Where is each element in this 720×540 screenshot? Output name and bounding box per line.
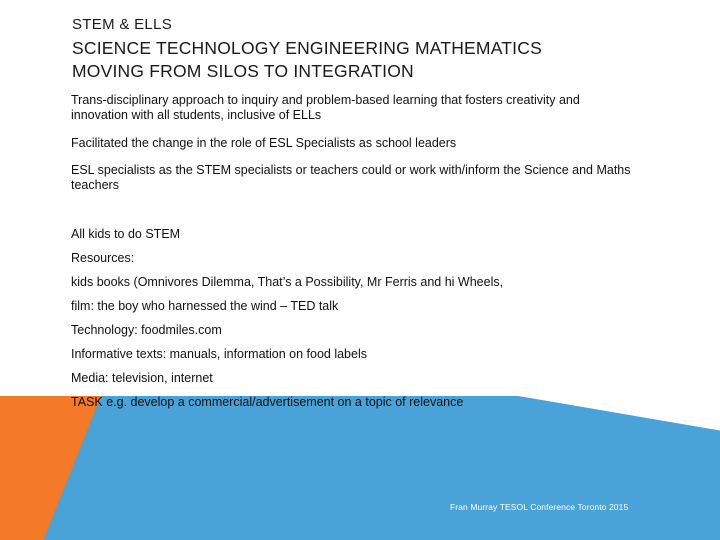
bullet-item: Facilitated the change in the role of ESL Specialists as school leaders [71,136,457,150]
bullet-item: Technology: foodmiles.com [71,323,222,337]
footer-text: Fran Murray TESOL Conference Toronto 2015 [450,502,629,512]
bullet-item: All kids to do STEM [71,227,181,241]
bullet-item: Resources: [71,251,135,265]
title-line-2: MOVING FROM SILOS TO INTEGRATION [72,61,414,81]
bullet-item: Trans-disciplinary approach to inquiry and problem-based learning that fosters creativity and innovation with all students, inclusive of ELLs [71,93,580,122]
bullet-item: ESL specialists as the STEM specialists or teachers could or work with/inform the Science and Maths teachers [71,163,631,192]
title-top-line: STEM & ELLS [72,16,173,33]
blue-background-shape [0,396,720,540]
bullet-list [71,93,631,410]
title-line-1: SCIENCE TECHNOLOGY ENGINEERING MATHEMATICS [72,38,542,58]
bullet-item: Informative texts: manuals, information on food labels [71,347,367,361]
bullet-item: TASK e.g. develop a commercial/advertisement on a topic of relevance [71,395,464,409]
bullet-item: Media: television, internet [71,371,213,385]
bullet-item: film: the boy who harnessed the wind – TED talk [71,299,339,313]
slide-title [72,16,672,83]
bullet-item: kids books (Omnivores Dilemma, That’s a Possibility, Mr Ferris and hi Wheels, [71,275,504,289]
